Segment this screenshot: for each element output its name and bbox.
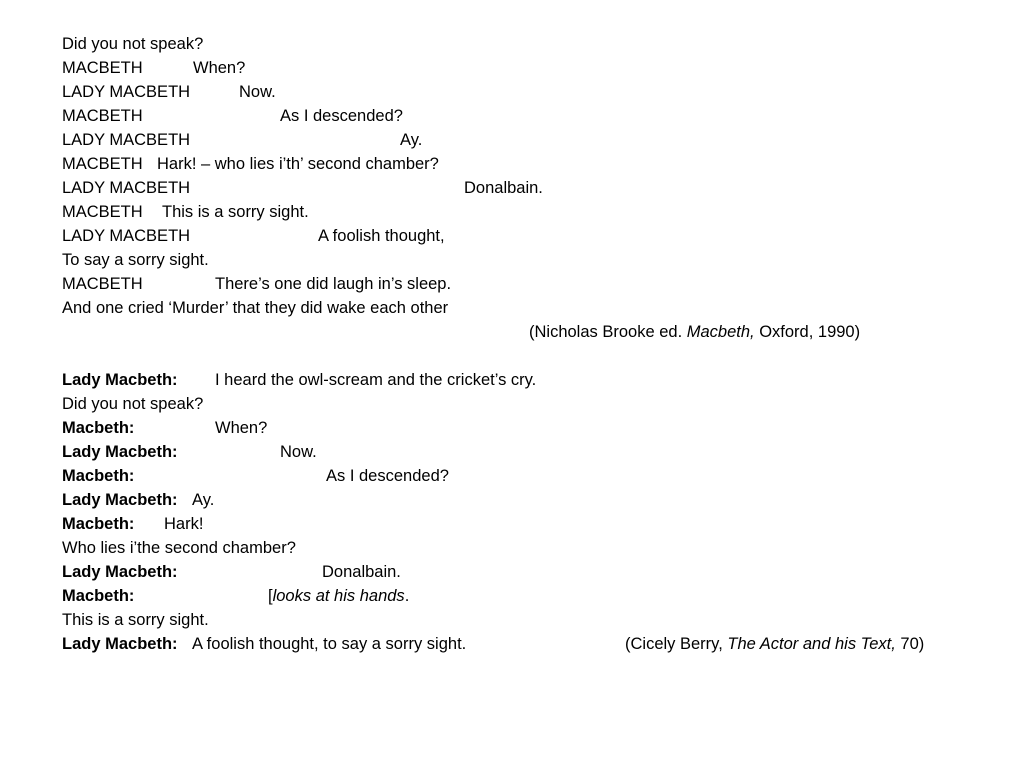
berry-citation: (Cicely Berry, The Actor and his Text, 70) bbox=[625, 635, 925, 653]
speech: Now. bbox=[280, 443, 317, 461]
brooke-line bbox=[62, 224, 445, 248]
speaker: Macbeth: bbox=[62, 515, 135, 533]
speaker: Lady Macbeth: bbox=[62, 371, 178, 389]
speaker: MACBETH bbox=[62, 203, 143, 221]
speech: Ay. bbox=[400, 131, 423, 149]
berry-line bbox=[62, 440, 317, 464]
brooke-citation: (Nicholas Brooke ed. Macbeth, Oxford, 1990) bbox=[529, 323, 861, 341]
speaker: LADY MACBETH bbox=[62, 179, 191, 197]
brooke-line bbox=[62, 80, 276, 104]
berry-line: Who lies i’the second chamber? bbox=[62, 539, 296, 557]
speech: As I descended? bbox=[326, 467, 449, 485]
speech: Donalbain. bbox=[322, 563, 401, 581]
berry-line: Did you not speak? bbox=[62, 395, 204, 413]
speech: When? bbox=[215, 419, 268, 437]
speech: A foolish thought, to say a sorry sight. bbox=[192, 635, 467, 653]
brooke-line bbox=[62, 56, 246, 80]
berry-line bbox=[62, 632, 467, 656]
brooke-line bbox=[62, 272, 452, 296]
speaker: LADY MACBETH bbox=[62, 227, 191, 245]
speech: I heard the owl-scream and the cricket’s cry. bbox=[215, 371, 537, 389]
berry-line bbox=[62, 488, 215, 512]
brooke-line bbox=[62, 200, 309, 224]
speech: A foolish thought, bbox=[318, 227, 445, 245]
brooke-line: And one cried ‘Murder’ that they did wake each other bbox=[62, 299, 449, 317]
speaker: Lady Macbeth: bbox=[62, 635, 178, 653]
speaker: LADY MACBETH bbox=[62, 83, 191, 101]
speech: There’s one did laugh in’s sleep. bbox=[215, 275, 452, 293]
speaker: MACBETH bbox=[62, 59, 143, 77]
speech: Now. bbox=[239, 83, 276, 101]
speaker: MACBETH bbox=[62, 107, 143, 125]
speech: As I descended? bbox=[280, 107, 403, 125]
berry-line bbox=[62, 464, 449, 488]
brooke-line bbox=[62, 152, 439, 176]
speech: Hark! – who lies i’th’ second chamber? bbox=[157, 155, 439, 173]
berry-line bbox=[62, 584, 410, 608]
brooke-line: Did you not speak? bbox=[62, 35, 204, 53]
berry-line bbox=[62, 416, 268, 440]
berry-line: This is a sorry sight. bbox=[62, 611, 209, 629]
speech: Hark! bbox=[164, 515, 204, 533]
speaker: MACBETH bbox=[62, 275, 143, 293]
speaker: MACBETH bbox=[62, 155, 143, 173]
speaker: Macbeth: bbox=[62, 419, 135, 437]
speaker: LADY MACBETH bbox=[62, 131, 191, 149]
speech: Ay. bbox=[192, 491, 215, 509]
speaker: Lady Macbeth: bbox=[62, 443, 178, 461]
speaker: Lady Macbeth: bbox=[62, 491, 178, 509]
speech: Donalbain. bbox=[464, 179, 543, 197]
stage-direction: [looks at his hands. bbox=[268, 587, 410, 605]
berry-line bbox=[62, 368, 537, 392]
speaker: Macbeth: bbox=[62, 467, 135, 485]
berry-line bbox=[62, 512, 204, 536]
speech: This is a sorry sight. bbox=[162, 203, 309, 221]
brooke-line: To say a sorry sight. bbox=[62, 251, 209, 269]
speaker: Lady Macbeth: bbox=[62, 563, 178, 581]
speaker: Macbeth: bbox=[62, 587, 135, 605]
brooke-line bbox=[62, 176, 543, 200]
brooke-line bbox=[62, 104, 403, 128]
brooke-line bbox=[62, 128, 423, 152]
speech: When? bbox=[193, 59, 246, 77]
berry-line bbox=[62, 560, 401, 584]
